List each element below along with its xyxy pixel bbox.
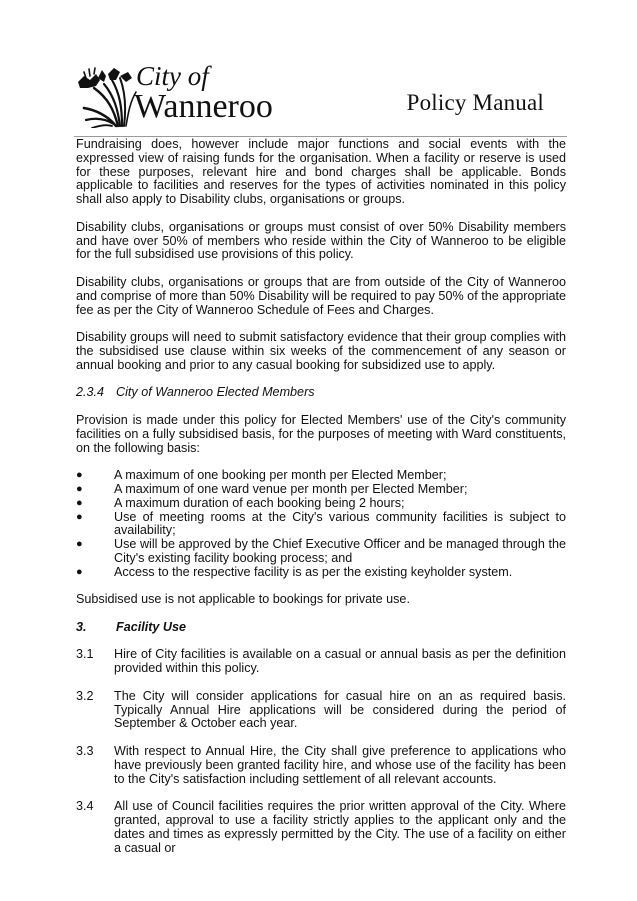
paragraph-outside-city: Disability clubs, organisations or groups that are from outside of the City of Wanneroo and comprise of more than 50% Disability will be required to pay 50% of the appropriate fee as per the City of Wanneroo Schedule of Fees and Charges. [76, 274, 566, 317]
clause-3-1 [76, 648, 566, 676]
list-item: ● A maximum of one booking per month per Elected Member; [76, 468, 447, 483]
clause-text: Hire of City facilities is available on a casual or annual basis as per the definition provided within this policy. [114, 647, 566, 676]
subsection-title: City of Wanneroo Elected Members [116, 385, 315, 400]
bullet-icon: ● [76, 565, 83, 578]
clause-text: With respect to Annual Hire, the City shall give preference to applications who have previously been granted facility hire, and whose use of the facility has been to the City's satisfaction including settlement of all relevant accounts. [114, 744, 566, 786]
document-body [76, 138, 566, 869]
clause-number: 3.1 [76, 647, 94, 662]
subsection-heading [76, 386, 566, 400]
kangaroo-paw-logo-icon [74, 66, 138, 128]
section-heading [76, 621, 566, 635]
clause-3-4 [76, 800, 566, 855]
paragraph-eligibility: Disability clubs, organisations or groups must consist of over 50% Disability members and have over 50% of members who reside within the City of Wanneroo to be eligible for the full subsidised use provisions of this policy. [76, 219, 566, 262]
clause-number: 3.2 [76, 688, 94, 703]
elected-members-bullet-list [76, 469, 566, 579]
bullet-icon: ● [76, 538, 83, 551]
clause-number: 3.3 [76, 744, 94, 759]
clause-3-2 [76, 690, 566, 731]
bullet-icon: ● [76, 510, 83, 523]
list-item: ● Use will be approved by the Chief Executive Officer and be managed through the City's existing facility booking process; and [76, 537, 566, 565]
page-header [74, 62, 574, 134]
organisation-logo-text [134, 62, 273, 124]
paragraph-private-use: Subsidised use is not applicable to bookings for private use. [76, 592, 410, 607]
bullet-icon: ● [76, 496, 83, 509]
paragraph-evidence: Disability groups will need to submit satisfactory evidence that their group complies with the subsidised use clause within six weeks of the commencement of any season or annual booking and prior to any casual booking for subsidized use to apply. [76, 330, 566, 372]
clause-text: The City will consider applications for casual hire on an as required basis. Typically Annual Hire applications will be considered during the period of September & October each year. [114, 688, 566, 731]
bullet-icon: ● [76, 469, 83, 482]
logo-wanneroo: Wanneroo [134, 88, 273, 125]
bullet-icon: ● [76, 482, 83, 495]
list-item: ● Access to the respective facility is as per the existing keyholder system. [76, 564, 513, 579]
logo-city-of: City of [136, 61, 209, 91]
section-title: Facility Use [116, 619, 186, 634]
clause-3-3 [76, 745, 566, 786]
clause-text: All use of Council facilities requires the prior written approval of the City. Where granted, approval to use a facility strictly applies to the applicant only and the dates and times as expressly permitted by the City. The use of a facility on either a casual or [114, 799, 566, 855]
section-number: 3. [76, 619, 87, 634]
list-item: ● A maximum duration of each booking being 2 hours; [76, 495, 405, 510]
list-item: ● A maximum of one ward venue per month per Elected Member; [76, 481, 468, 496]
clause-number: 3.4 [76, 799, 94, 814]
paragraph-fundraising: Fundraising does, however include major functions and social events with the expressed view of raising funds for the organisation. When a facility or reserve is used for these purposes, relevant hire and bond charges shall be applicable. Bonds applicable to facilities and reserves for the types of activities nominated in this policy shall also apply to Disability clubs, organisations or groups. [76, 137, 566, 207]
list-item: ● Use of meeting rooms at the City's various community facilities is subject to availability; [76, 509, 566, 538]
paragraph-elected-members-intro: Provision is made under this policy for Elected Members' use of the City's community facilities on a fully subsidised basis, for the purposes of meeting with Ward constituents, on the following basis: [76, 412, 566, 455]
document-title: Policy Manual [406, 90, 544, 115]
subsection-number: 2.3.4 [76, 385, 105, 400]
